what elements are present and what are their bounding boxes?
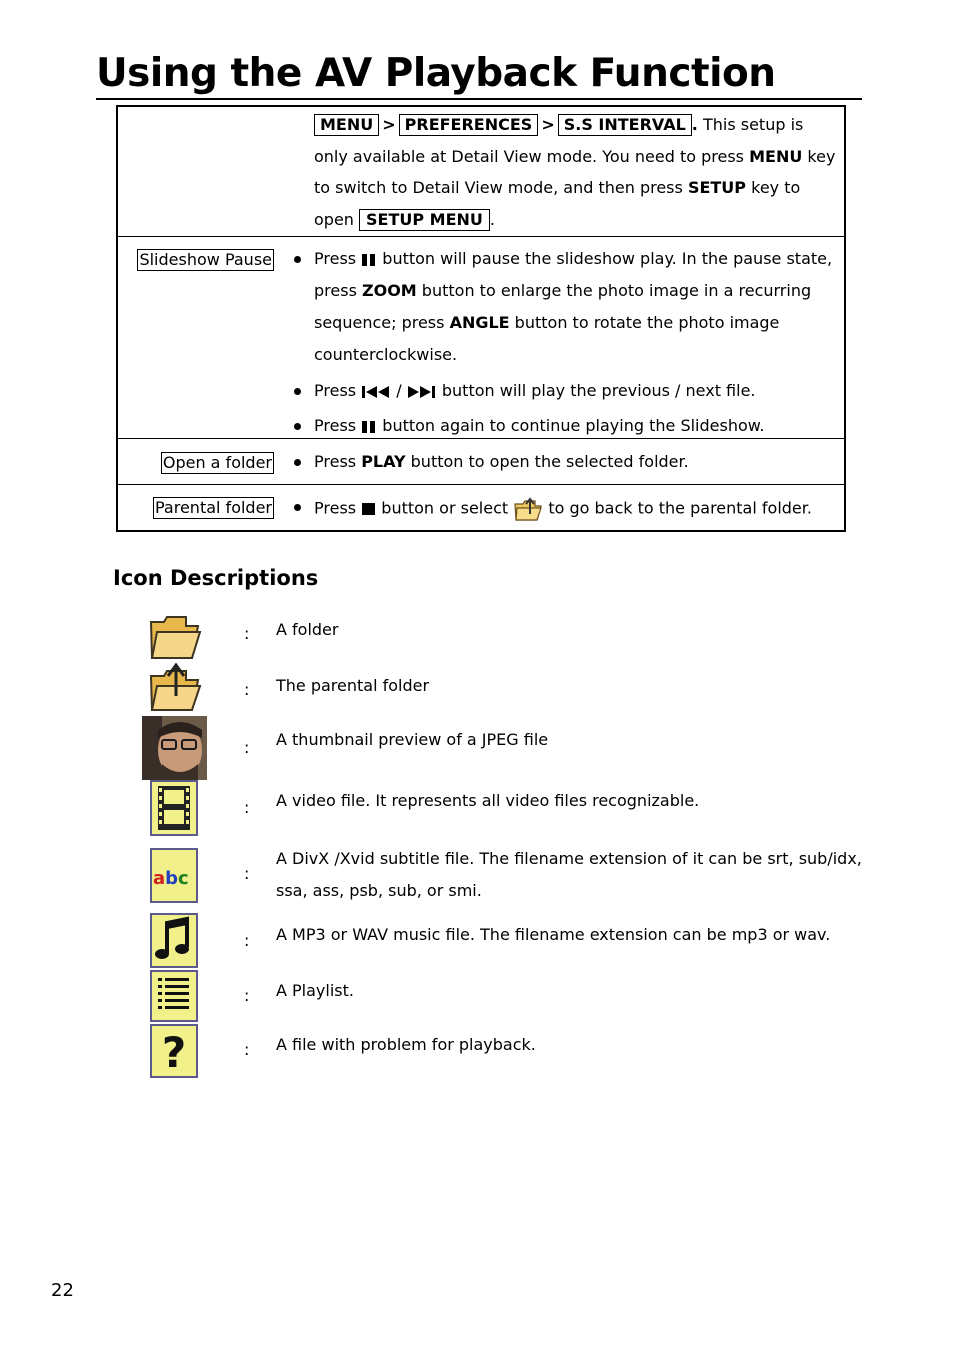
- question-mark: ?: [161, 1028, 187, 1077]
- icon-desc-line2: ssa, ass, psb, sub, or smi.: [276, 881, 482, 900]
- icon-descriptions-heading: Icon Descriptions: [113, 566, 319, 590]
- page-title: Using the AV Playback Function: [96, 51, 776, 96]
- open-folder-label: Open a folder: [162, 453, 272, 472]
- icon-desc: A thumbnail preview of a JPEG file: [276, 730, 549, 749]
- menu-path-line: MENU > PREFERENCES > S.S INTERVAL . This setup is: [314, 114, 803, 136]
- problem-file-icon: [150, 1024, 198, 1078]
- icon-desc: A file with problem for playback.: [276, 1035, 536, 1054]
- page-number: 22: [51, 1280, 74, 1301]
- icon-desc: A MP3 or WAV music file. The filename extension can be mp3 or wav.: [276, 925, 831, 944]
- music-file-icon: [150, 913, 198, 968]
- ss-interval-key: S.S INTERVAL: [558, 114, 692, 136]
- title-rule: [96, 98, 862, 100]
- menu-key: MENU: [314, 114, 379, 136]
- icon-desc: A DivX /Xvid subtitle file. The filename extension of it can be srt, sub/idx,: [276, 849, 862, 868]
- pause-icon: [361, 253, 377, 267]
- preferences-key: PREFERENCES: [399, 114, 539, 136]
- folder-icon: [148, 612, 202, 662]
- table-row-parental-folder: Parental folder Press button or select to go back to the parental folder.: [118, 485, 844, 530]
- pause-icon: [361, 420, 377, 434]
- table-row-ss-interval: [118, 107, 844, 237]
- subtitle-file-icon: [150, 848, 198, 903]
- bullet: [294, 388, 301, 395]
- previous-icon: [361, 385, 391, 399]
- subtitle-a: a: [153, 868, 166, 889]
- table-row-open-folder: Open a folder Press PLAY button to open the selected folder.: [118, 439, 844, 485]
- video-file-icon: [150, 780, 198, 836]
- subtitle-b: b: [165, 868, 179, 889]
- row1-text-line3: to switch to Detail View mode, and then press SETUP key to: [314, 178, 801, 197]
- stop-icon: [361, 502, 376, 516]
- row1-text-line2: only available at Detail View mode. You need to press MENU key: [314, 147, 836, 166]
- icon-desc: A Playlist.: [276, 981, 354, 1000]
- parental-folder-label: Parental folder: [155, 498, 272, 517]
- slideshow-pause-label: Slideshow Pause: [139, 250, 272, 269]
- bullet: [294, 504, 301, 511]
- row1-text-line4: open SETUP MENU .: [314, 210, 495, 229]
- bullet: [294, 459, 301, 466]
- subtitle-c: c: [178, 868, 189, 889]
- jpeg-thumbnail-icon: [142, 716, 207, 780]
- function-table: [116, 105, 846, 532]
- bullet: [294, 256, 301, 263]
- parent-folder-icon: [148, 662, 202, 714]
- table-row-slideshow-pause: Slideshow Pause Press button will pause the slideshow play. In the pause state, press ZOOM button to enlarge the photo image in a recurring sequence; press ANGLE button to rotate the photo image counterclockwise. Press / button will play the previous / next file. Press button again to continue playing the Slideshow.: [118, 237, 844, 439]
- setup-menu-key: SETUP MENU: [359, 209, 490, 231]
- icon-desc: A folder: [276, 620, 339, 639]
- bullet: [294, 423, 301, 430]
- playlist-icon: [150, 970, 198, 1022]
- parent-folder-icon: [513, 496, 543, 522]
- next-icon: [407, 385, 437, 399]
- icon-desc: A video file. It represents all video files recognizable.: [276, 791, 700, 810]
- icon-desc: The parental folder: [276, 676, 430, 695]
- svg-text:abc: [153, 868, 189, 889]
